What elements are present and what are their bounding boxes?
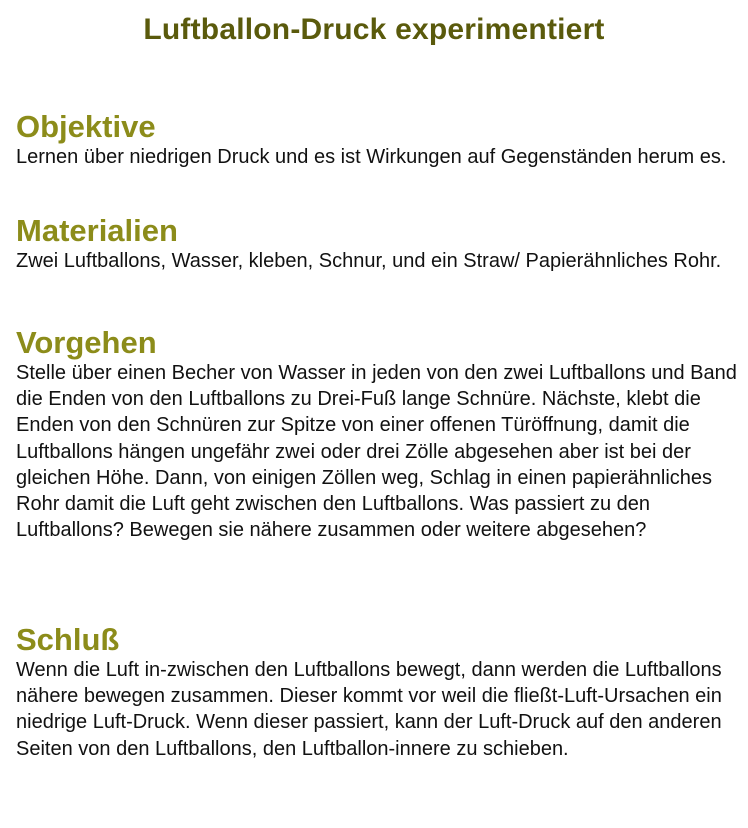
section-body-materials: Zwei Luftballons, Wasser, kleben, Schnur, und ein Straw/ Papierähnliches Rohr.: [16, 250, 722, 272]
section-heading-procedure: Vorgehen: [16, 325, 157, 360]
section-heading-materials: Materialien: [16, 213, 178, 248]
section-heading-conclusion: Schluß: [16, 622, 120, 657]
section-body-objective: Lernen über niedrigen Druck und es ist Wirkungen auf Gegenständen herum es.: [16, 146, 727, 168]
page-title: Luftballon-Druck experimentiert: [143, 13, 605, 46]
section-materials: [16, 214, 740, 274]
section-heading-objective: Objektive: [16, 109, 156, 144]
section-body-procedure: Stelle über einen Becher von Wasser in jeden von den zwei Luftballons und Band die Enden von den Luftballons zu Drei-Fuß lange Schnüre. Nächste, klebt die Enden von den Schnüren zur Spitze von einer offenen Türöffnung, damit die Luftballons hängen ungefähr zwei oder drei Zölle abgesehen aber ist bei der gleichen Höhe. Dann, von einigen Zöllen weg, Schlag in einen papierähnliches Rohr damit die Luft geht zwischen den Luftballons. Was passiert zu den Luftballons? Bewegen sie nähere zusammen oder weitere abgesehen?: [16, 362, 737, 542]
section-procedure: [16, 326, 740, 543]
section-body-conclusion: Wenn die Luft in-zwischen den Luftballons bewegt, dann werden die Luftballons nähere bewegen zusammen. Dieser kommt vor weil die fließt-Luft-Ursachen ein niedrige Luft-Druck. Wenn dieser passiert, kann der Luft-Druck auf den anderen Seiten von den Luftballons, den Luftballon-innere zu schieben.: [16, 659, 722, 760]
section-objective: [16, 110, 740, 170]
section-conclusion: [16, 623, 740, 762]
